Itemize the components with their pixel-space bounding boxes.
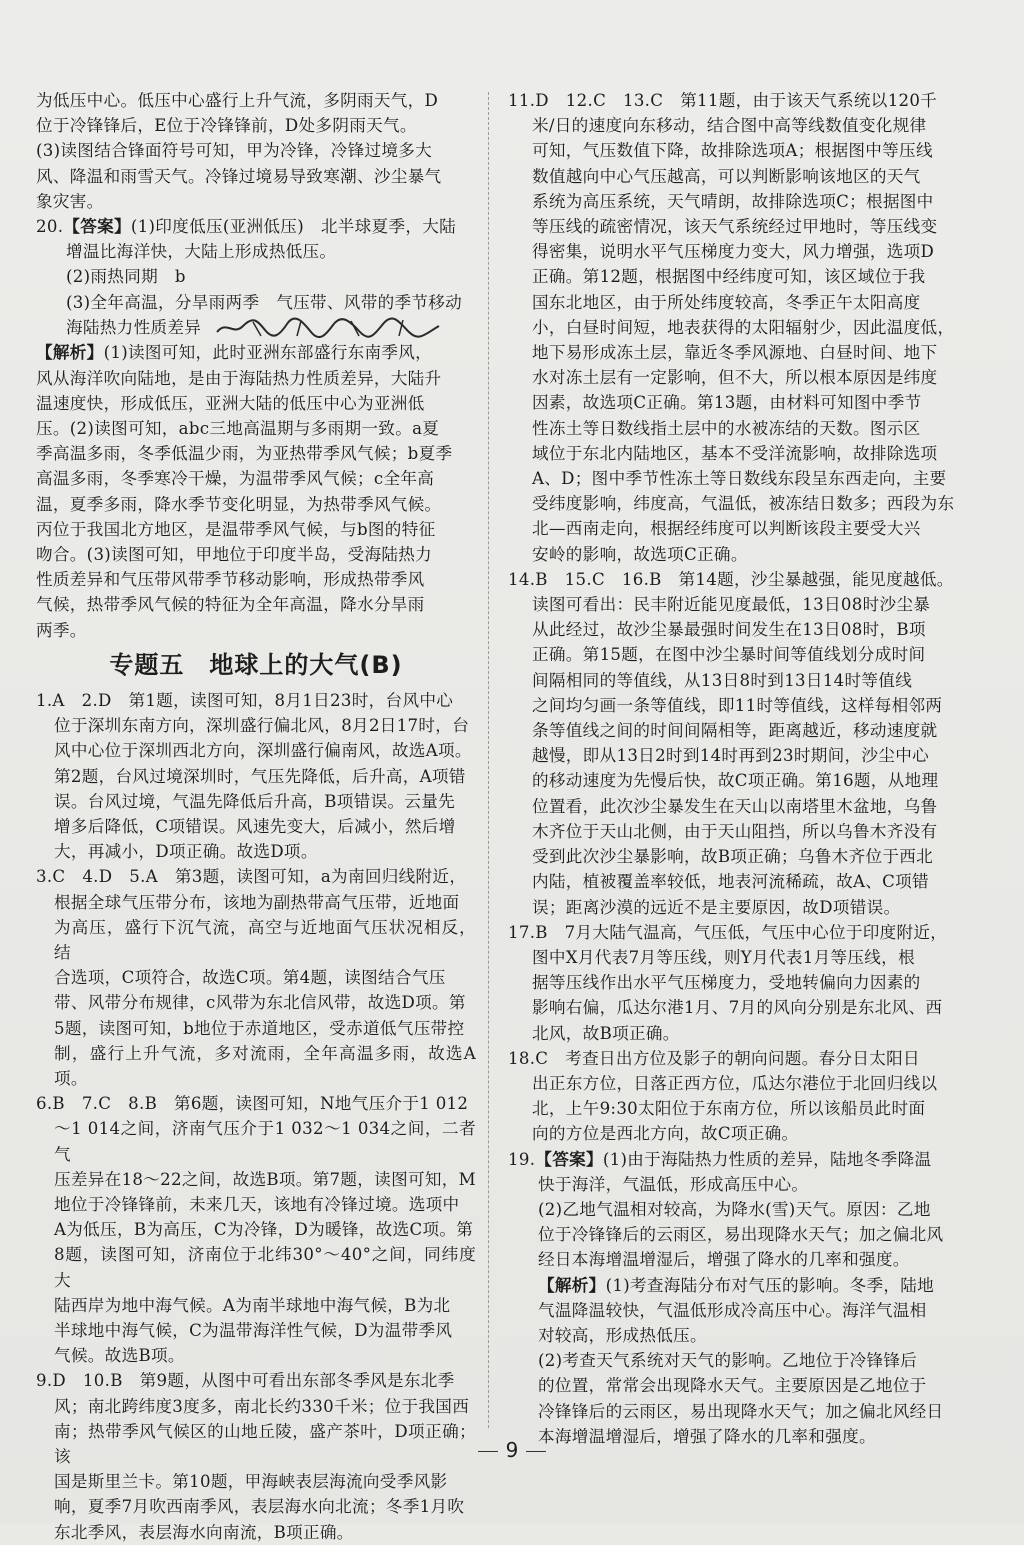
answer-line: 等压线的疏密情况，该天气系统经过甲地时，等压线变 — [532, 217, 938, 237]
analysis-line: 本海增温增湿后，增强了降水的几率和强度。 — [538, 1426, 876, 1446]
answer-line: 间隔相同的等值线，从13日8时到13日14时等值线 — [532, 670, 913, 690]
analysis-tag: 【解析】 — [36, 342, 104, 363]
intro-block — [36, 88, 476, 214]
answer-line: 内陆，植被覆盖率较低，地表河流稀疏，故A、C项错 — [532, 872, 929, 892]
handwriting-scribble — [213, 316, 443, 340]
answer-line: (2)乙地气温相对较高，为降水(雪)天气。原因：乙地 — [538, 1199, 931, 1219]
answer-item — [36, 864, 476, 1091]
answer-line: 1.A 2.D 第1题，读图可知，8月1日23时，台风中心 — [36, 690, 454, 710]
answer-line: 位于深圳东南方向，深圳盛行偏北风，8月2日17时，台 — [54, 716, 470, 736]
answer-line: 位置看，此次沙尘暴发生在天山以南塔里木盆地，乌鲁 — [532, 796, 938, 816]
column-divider — [488, 92, 489, 1428]
answer-line: 读图可看出：民丰附近能见度最低，13日08时沙尘暴 — [532, 595, 931, 615]
analysis-line: 丙位于我国北方地区，是温带季风气候，与b图的特征 — [36, 519, 436, 539]
answer-line: 地位于冷锋锋前，未来几天，该地有冷锋过境。选项中 — [54, 1195, 460, 1215]
answer-line: 地下易形成冻土层，靠近冬季风源地、白昼时间、地下 — [532, 343, 938, 363]
left-answers — [36, 688, 476, 1545]
answer-line: 第2题，台风过境深圳时，气压先降低，后升高，A项错 — [54, 766, 466, 786]
analysis-line: 温速度快，形成低压，亚洲大陆的低压中心为亚洲低 — [36, 393, 425, 413]
answer-line: 国东北地区，由于所处纬度较高，冬季正午太阳高度 — [532, 292, 921, 312]
answer-line: 为高压，盛行下沉气流，高空与近地面气压状况相反，结 — [54, 917, 476, 962]
answer-item — [508, 88, 964, 567]
analysis-line: 【解析】(1)读图可知，此时亚洲东部盛行东南季风， — [36, 342, 433, 363]
answer-line: 14.B 15.C 16.B 第14题，沙尘暴越强，能见度越低。 — [508, 569, 954, 589]
answer-line: 压差异在18～22之间，故选B项。第7题，读图可知，M — [54, 1169, 476, 1189]
answer-line: 误。台风过境，气温先降低后升高，B项错误。云量先 — [54, 791, 456, 811]
q19-block — [508, 1147, 964, 1449]
intro-line: (3)读图结合锋面符号可知，甲为冷锋，冷锋过境多大 — [36, 141, 433, 161]
answer-line: 8题，读图可知，济南位于北纬30°～40°之间，同纬度大 — [54, 1245, 476, 1290]
analysis-line: 对较高，形成热低压。 — [538, 1325, 707, 1345]
q19-answer: 19.【答案】(1)由于海陆热力性质的差异，陆地冬季降温 快于海洋，气温低，形成高压中心。 — [508, 1148, 932, 1194]
answer-line: 合选项，C项符合，故选C项。第4题，读图结合气压 — [54, 968, 446, 988]
answer-line: 可知，气压数值下降，故排除选项A；根据图中等压线 — [532, 141, 933, 161]
answer-line: 越慢，即从13日2时到14时再到23时期间，沙尘中心 — [532, 746, 929, 766]
answer-line: 出正东方位，日落正西方位，瓜达尔港位于北回归线以 — [532, 1073, 938, 1093]
answer-item — [36, 1091, 476, 1368]
answer-line: 响，夏季7月吹西南季风，表层海水向北流；冬季1月吹 — [54, 1497, 465, 1517]
answer-line: 据等压线作出水平气压梯度力，受地转偏向力因素的 — [532, 973, 921, 993]
page-number: 9 — [0, 1438, 1024, 1462]
answer-line: A、D；图中季节性冻土等日数线东段呈东西走向，主要 — [532, 469, 947, 489]
answer-line: 6.B 7.C 8.B 第6题，读图可知，N地气压介于1 012 — [36, 1094, 469, 1114]
analysis-line: 的位置，常常会出现降水天气。主要原因是乙地位于 — [538, 1376, 927, 1396]
answer-line: 之间均匀画一条等值线，即11时等值线，这样每相邻两 — [532, 695, 943, 715]
answer-line: 系统为高压系统，天气晴朗，故排除选项C；根据图中 — [532, 191, 934, 211]
analysis-line: 【解析】(1)考查海陆分布对气压的影响。冬季，陆地 — [538, 1274, 935, 1295]
analysis-line: 气候，热带季风气候的特征为全年高温，降水分旱雨 — [36, 595, 425, 615]
answer-line: 北—西南走向，根据经纬度可以判断该段主要受大兴 — [532, 519, 921, 539]
answer-line: 得密集，说明水平气压梯度力变大，风力增强，选项D — [532, 242, 935, 262]
answer-line: 陆西岸为地中海气候。A为南半球地中海气候，B为北 — [54, 1295, 451, 1315]
q20-analysis — [36, 340, 476, 642]
answer-line: 气候。故选B项。 — [54, 1346, 185, 1366]
analysis-line: 压。(2)读图可知，abc三地高温期与多雨期一致。a夏 — [36, 418, 440, 438]
answer-item — [36, 688, 476, 864]
answer-line: 安岭的影响，故选项C正确。 — [532, 544, 748, 564]
answer-item — [508, 567, 964, 920]
answer-line: 经日本海增温增湿后，增强了降水的几率和强度。 — [538, 1250, 910, 1270]
left-column — [36, 88, 476, 1545]
answer-item — [508, 920, 964, 1046]
q19-analysis — [508, 1273, 964, 1349]
answer-line: 误；距离沙漠的远近不是主要原因，故D项错误。 — [532, 897, 901, 917]
answer-line: 带、风带分布规律，c风带为东北信风带，故选D项。第 — [54, 993, 466, 1013]
answer-line: 正确。第12题，根据图中经纬度可知，该区域位于我 — [532, 267, 926, 287]
answer-line: 性冻土等日数线指土层中的水被冻结的天数。图示区 — [532, 418, 921, 438]
answer-tag: 【答案】 — [63, 216, 131, 237]
q20-part3: (3)全年高温，分旱雨两季 气压带、风带的季节移动 海陆热力性质差异 — [36, 290, 476, 341]
answer-line: 小，白昼时间短，地表获得的太阳辐射少，因此温度低， — [532, 317, 955, 337]
analysis-line: 吻合。(3)读图可知，甲地位于印度半岛，受海陆热力 — [36, 544, 433, 564]
answer-line: 域位于东北内陆地区，基本不受洋流影响，故排除选项 — [532, 443, 938, 463]
q20-block — [36, 214, 476, 643]
answer-line: 东北季风，表层海水向南流，B项正确。 — [54, 1522, 354, 1542]
answer-line: 木齐位于天山北侧，由于天山阻挡，所以乌鲁木齐没有 — [532, 821, 938, 841]
section-title: 专题五 地球上的大气(B) — [109, 650, 403, 679]
answer-line: 向的方位是西北方向，故C项正确。 — [532, 1124, 799, 1144]
analysis-line: 高温多雨，冬季寒冷干燥，为温带季风气候；c全年高 — [36, 469, 435, 489]
right-column — [508, 88, 964, 1449]
analysis-line: 性质差异和气压带风带季节移动影响，形成热带季风 — [36, 570, 425, 590]
answer-line: 米/日的速度向东移动，结合图中高等线数值变化规律 — [532, 116, 927, 136]
q19-analysis-2 — [508, 1348, 964, 1449]
q19-part2 — [508, 1197, 964, 1273]
answer-line: 数值越向中心气压越高，可以判断影响该地区的天气 — [532, 166, 921, 186]
answer-line: A为低压，B为高压，C为冷锋，D为暖锋，故选C项。第 — [54, 1220, 474, 1240]
answer-line: 国是斯里兰卡。第10题，甲海峡表层海流向受季风影 — [54, 1472, 448, 1492]
intro-line: 风、降温和雨雪天气。冷锋过境易导致寒潮、沙尘暴气 — [36, 166, 442, 186]
answer-line: 南；热带季风气候区的山地丘陵，盛产茶叶，D项正确；该 — [54, 1421, 476, 1467]
answer-item — [508, 1046, 964, 1147]
dash-left — [478, 1451, 498, 1452]
answer-line: 半球地中海气候，C为温带海洋性气候，D为温带季风 — [54, 1321, 453, 1341]
answer-line: 因素，故选项C正确。第13题，由材料可知图中季节 — [532, 393, 922, 413]
dash-right — [526, 1451, 546, 1452]
answer-line: 影响右偏，瓜达尔港1月、7月的风向分别是东北风、西 — [532, 998, 943, 1018]
analysis-line: 冷锋锋后的云雨区，易出现降水天气；加之偏北风经日 — [538, 1401, 944, 1421]
answer-line: 受纬度影响，纬度高，气温低，被冻结日数多；西段为东 — [532, 494, 955, 514]
answer-line: 从此经过，故沙尘暴最强时间发生在13日08时，B项 — [532, 620, 926, 640]
analysis-line: 温，夏季多雨，降水季节变化明显，为热带季风气候。 — [36, 494, 442, 514]
analysis-line: (2)考查天气系统对天气的影响。乙地位于冷锋锋后 — [538, 1351, 918, 1371]
intro-line: 象灾害。 — [36, 191, 104, 211]
answer-line: 大，再减小，D项正确。故选D项。 — [54, 842, 318, 862]
intro-line: 为低压中心。低压中心盛行上升气流，多阴雨天气，D — [36, 91, 439, 110]
analysis-line: 季高温多雨，冬季低温少雨，为亚热带季风气候；b夏季 — [36, 444, 453, 464]
analysis-line: 风从海洋吹向陆地，是由于海陆热力性质差异，大陆升 — [36, 368, 442, 388]
right-answers — [508, 88, 964, 1147]
answer-line: 受到此次沙尘暴影响，故B项正确；乌鲁木齐位于西北 — [532, 847, 934, 867]
answer-tag: 【答案】 — [535, 1148, 603, 1169]
answer-line: 5题，读图可知，b地位于赤道地区，受赤道低气压带控 — [54, 1018, 465, 1038]
answer-line: 北风，故B项正确。 — [532, 1023, 680, 1043]
answer-line: 风中心位于深圳西北方向，深圳盛行偏南风，故选A项。 — [54, 741, 472, 761]
answer-line: 图中X月代表7月等压线，则Y月代表1月等压线，根 — [532, 947, 915, 967]
analysis-tag: 【解析】 — [538, 1274, 606, 1295]
answer-line: 制，盛行上升气流，多对流雨，全年高温多雨，故选A项。 — [54, 1043, 476, 1089]
analysis-line: 两季。 — [36, 620, 87, 640]
answer-line: ～1 014之间，济南气压介于1 032～1 034之间，二者气 — [54, 1119, 476, 1164]
answer-line: 的移动速度为先慢后快，故C项正确。第16题，从地理 — [532, 771, 939, 791]
intro-line: 位于冷锋锋后，E位于冷锋锋前，D处多阴雨天气。 — [36, 116, 417, 136]
answer-line: 风；南北跨纬度3度多，南北长约330千米；位于我国西 — [54, 1396, 470, 1416]
answer-line: 18.C 考查日出方位及影子的朝向问题。春分日太阳日 — [508, 1048, 920, 1068]
answer-line: 根据全球气压带分布，该地为副热带高气压带，近地面 — [54, 892, 460, 912]
answer-line: 水对冻土层有一定影响，但不大，所以根本原因是纬度 — [532, 368, 938, 388]
answer-line: 增多后降低，C项错误。风速先变大，后减小，然后增 — [54, 816, 456, 836]
answer-line: 位于冷锋锋后的云雨区，易出现降水天气；加之偏北风 — [538, 1225, 944, 1245]
answer-line: 北，上午9:30太阳位于东南方位，所以该船员此时面 — [532, 1099, 926, 1119]
answer-line: 条等值线之间的时间间隔相等，距离越近，移动速度就 — [532, 721, 938, 741]
answer-line: 9.D 10.B 第9题，从图中可看出东部冬季风是东北季 — [36, 1371, 455, 1391]
q20-answer: 20.【答案】(1)印度低压(亚洲低压) 北半球夏季，大陆 增温比海洋快，大陆上形成热低压。 — [36, 216, 457, 262]
answer-line: 11.D 12.C 13.C 第11题，由于该天气系统以120千 — [508, 91, 938, 110]
answer-line: 17.B 7月大陆气温高，气压低，气压中心位于印度附近， — [508, 922, 948, 942]
answer-line: 3.C 4.D 5.A 第3题，读图可知，a为南回归线附近， — [36, 867, 467, 887]
q20-part2: (2)雨热同期 b — [66, 267, 186, 287]
answer-line: 正确。第15题，在图中沙尘暴时间等值线划分成时间 — [532, 645, 926, 665]
analysis-line: 气温降温较快，气温低形成冷高压中心。海洋气温相 — [538, 1300, 927, 1320]
